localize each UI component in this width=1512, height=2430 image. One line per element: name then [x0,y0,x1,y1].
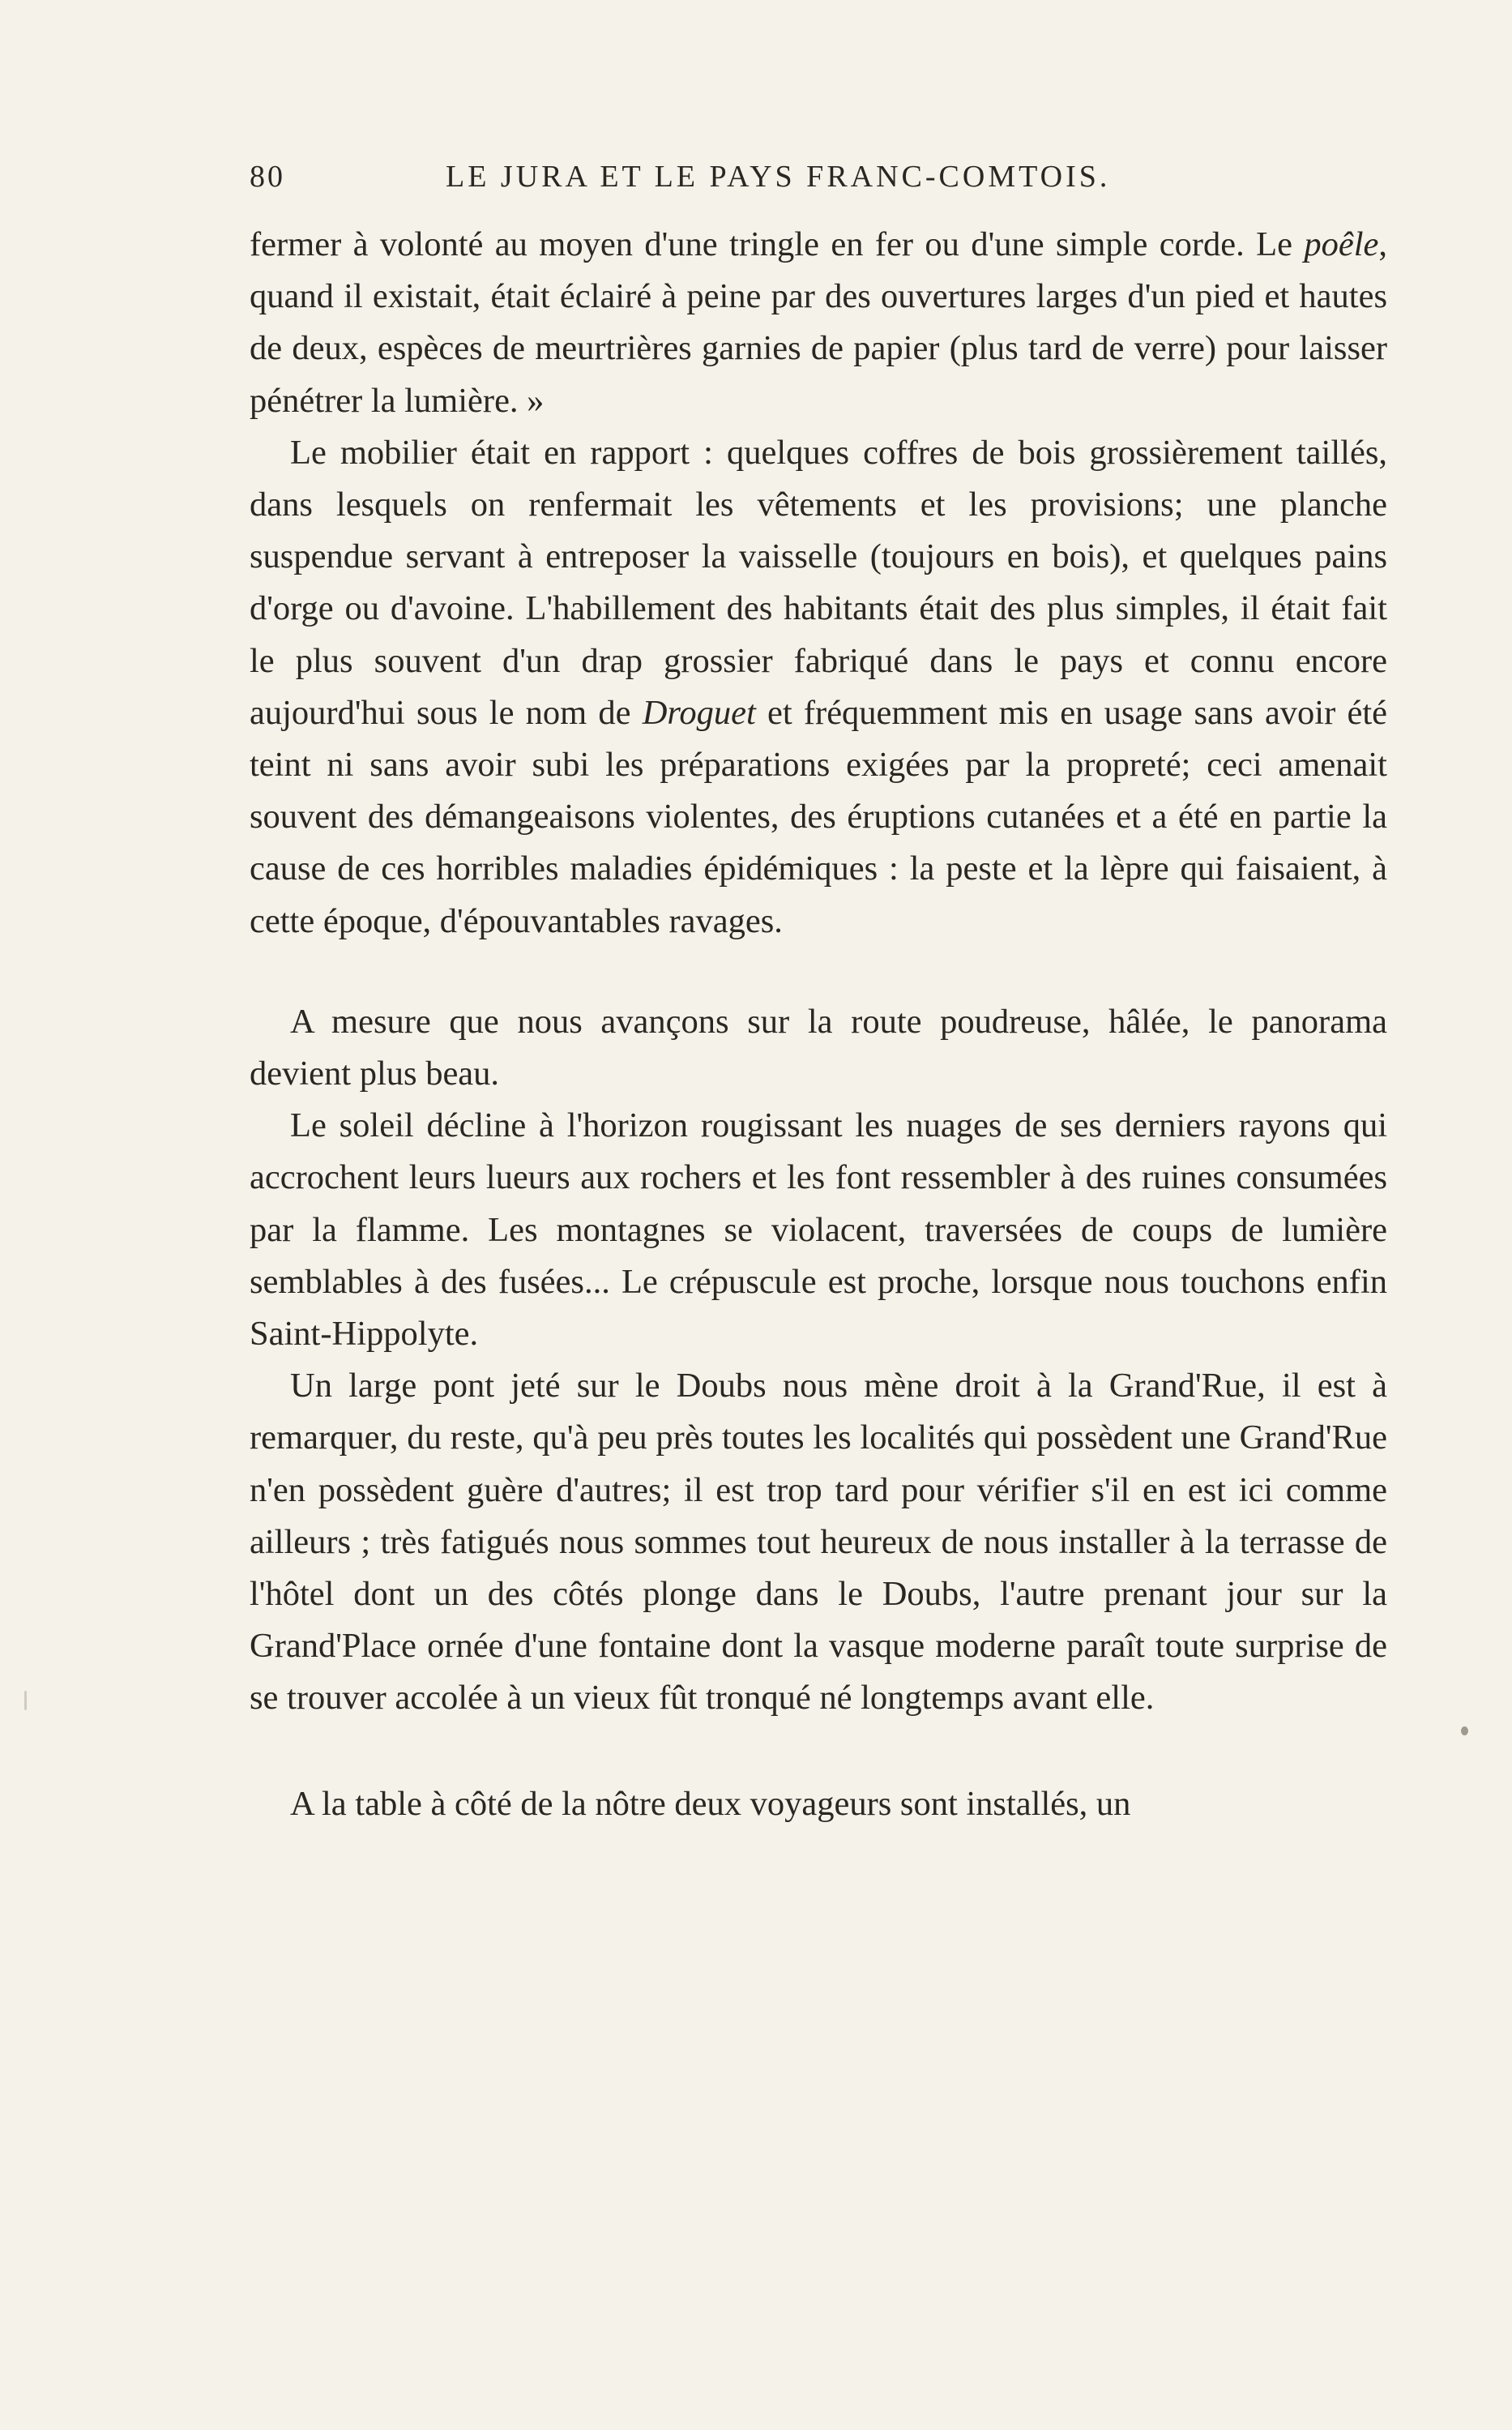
paragraph-2-text-c: et fréquemment mis en usage sans avoir été teint ni sans avoir subi les préparations exigées par la propreté; ceci amenait souvent des démangeaisons violentes, des éruptions cutanées et a été en partie la cause de ces horribles maladies épidémiques : la peste et la lèpre qui faisaient, à cette époque, d'épouvantables ravages. [250,693,1388,940]
section-gap [250,1725,1387,1778]
paragraph-6: A la table à côté de la nôtre deux voyageurs sont installés, un [290,1784,1131,1823]
paragraph-2-italic-droguet: Droguet [642,693,756,732]
paragraph-1-italic-poele: poêle [1304,225,1379,263]
body-text [250,219,1387,1830]
ink-speck [1461,1726,1468,1735]
paragraph-1 [250,219,1387,427]
running-title: LE JURA ET LE PAYS FRANC-COMTOIS. [446,160,1111,194]
paragraph-4: Le soleil décline à l'horizon rougissant les nuages de ses derniers rayons qui accrochent leurs lueurs aux rochers et les font ressembler à des ruines consumées par la flamme. Les montagnes se violacent, traversées de coups de lumière semblables à des fusées... Le crépuscule est proche, lorsque nous touchons enfin Saint-Hippolyte. [250,1106,1387,1354]
ink-speck [24,1691,27,1710]
page-header [250,159,1387,201]
paragraph-2-text-a: Le mobilier était en rapport : quelques coffres de bois grossièrement taillés, dans lesquels on renfermait les vêtements et les provisions; une planche suspendue servant à entreposer la vaisselle (toujours en bois), et quelques pains d'orge ou d'avoine. L'habillement des habitants était des plus simples, il était fait le plus souvent d'un drap grossier fabriqué dans le pays et connu encore aujourd'hui sous le nom de [250,433,1387,732]
paragraph-1-text-c: , quand il existait, était éclairé à peine par des ouvertures larges d'un pied et hautes de deux, espèces de meurtrières garnies de papier (plus tard de verre) pour laisser pénétrer la lumière. » [250,225,1387,420]
paragraph-5: Un large pont jeté sur le Doubs nous mène droit à la Grand'Rue, il est à remarquer, du reste, qu'à peu près toutes les localités qui possèdent une Grand'Rue n'en possèdent guère d'autres; il est trop tard pour vérifier s'il en est ici comme ailleurs ; très fatigués nous sommes tout heureux de nous installer à la terrasse de l'hôtel dont un des côtés plonge dans le Doubs, l'autre prenant jour sur la Grand'Place ornée d'une fontaine dont la vasque moderne paraît toute surprise de se trouver accolée à un vieux fût tronqué né longtemps avant elle. [250,1367,1387,1718]
page-number: 80 [250,160,285,194]
paragraph-1-text-a: fermer à volonté au moyen d'une tringle en fer ou d'une simple corde. Le [250,225,1305,263]
paragraph-2 [250,427,1387,948]
paragraph-3: A mesure que nous avançons sur la route poudreuse, hâlée, le panorama devient plus beau. [250,1002,1387,1093]
section-gap [250,948,1387,996]
